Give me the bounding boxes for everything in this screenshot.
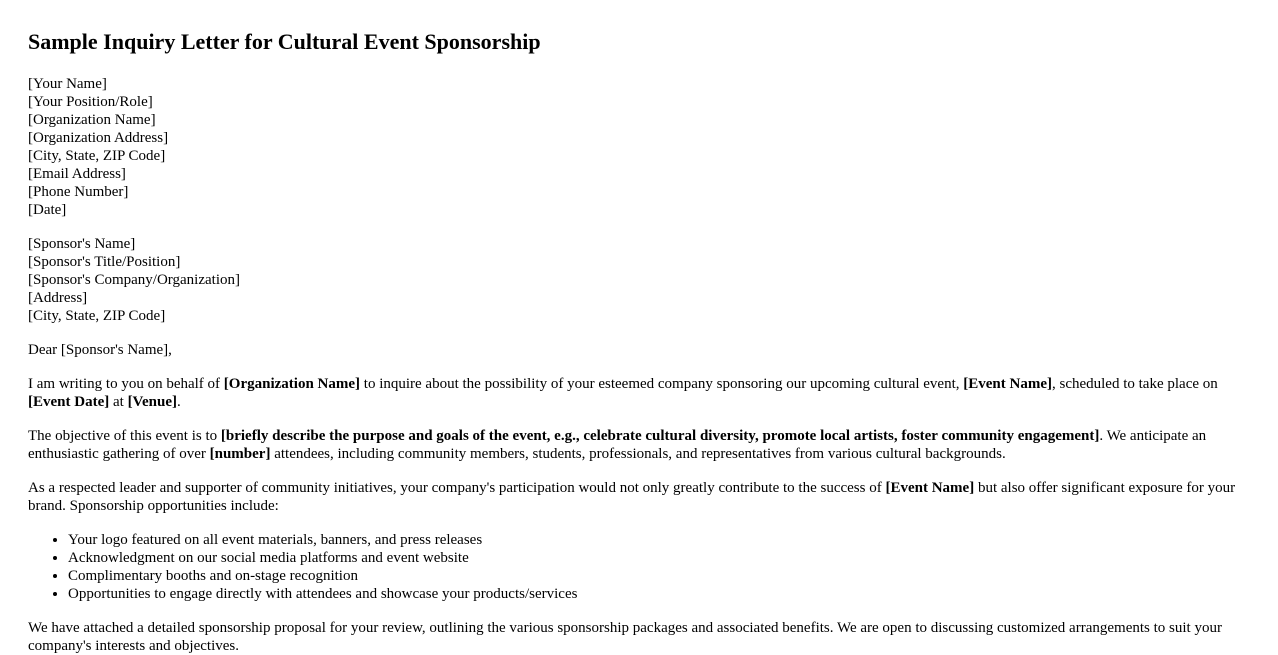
salutation: Dear [Sponsor's Name], [28,342,172,358]
paragraph-intro-text-4: at [109,394,128,410]
paragraph-sponsorship-text-2: but also offer significant exposure for your brand. Sponsorship opportunities include: [28,480,1236,514]
recipient-name: [Sponsor's Name] [28,236,136,252]
list-item: • Complimentary booths and on-stage recognition [68,567,1250,585]
recipient-address: [Address] [28,290,88,306]
recipient-company: [Sponsor's Company/Organization] [28,272,240,288]
sender-position: [Your Position/Role] [28,94,153,110]
letter-document [28,28,1250,655]
paragraph-sponsorship [28,479,1250,515]
placeholder-number: [number] [209,446,271,462]
paragraph-intro [28,375,1250,411]
sender-city-state-zip: [City, State, ZIP Code] [28,148,166,164]
paragraph-objective-text-3: attendees, including community members, students, professionals, and representatives from various cultural backgrounds. [270,446,1006,462]
placeholder-event-date: [Event Date] [28,394,110,410]
placeholder-event-purpose: [briefly describe the purpose and goals of the event, e.g., celebrate cultural diversity, promote local artists, foster community engagement] [220,428,1100,444]
recipient-city-state-zip: [City, State, ZIP Code] [28,308,166,324]
placeholder-event-name: [Event Name] [885,480,975,496]
paragraph-intro-text-3: , scheduled to take place on [1051,376,1218,392]
paragraph-objective-text-1: The objective of this event is to [28,428,221,444]
placeholder-event-name: [Event Name] [963,376,1052,392]
paragraph-intro-text-1: I am writing to you on behalf of [28,376,224,392]
sender-email: [Email Address] [28,166,126,182]
sponsorship-opportunities-list [28,531,1250,603]
sender-organization-address: [Organization Address] [28,130,169,146]
recipient-address-block [28,235,1250,325]
sender-date: [Date] [28,202,67,218]
paragraph-objective-text-2: . We anticipate an enthusiastic gathering of over [28,428,1207,462]
paragraph-sponsorship-text-1: As a respected leader and supporter of community initiatives, your company's participation would not only greatly contribute to the success of [28,480,886,496]
sender-organization: [Organization Name] [28,112,156,128]
list-item: • Opportunities to engage directly with attendees and showcase your products/services [68,585,1250,603]
sender-address-block [28,75,1250,219]
sender-name: [Your Name] [28,76,107,92]
list-item: • Your logo featured on all event materials, banners, and press releases [68,531,1250,549]
recipient-title: [Sponsor's Title/Position] [28,254,181,270]
paragraph-intro-text-2: to inquire about the possibility of your esteemed company sponsoring our upcoming cultural event, [360,376,964,392]
page-title: Sample Inquiry Letter for Cultural Event Sponsorship [28,29,541,54]
paragraph-objective [28,427,1250,463]
list-item: • Acknowledgment on our social media platforms and event website [68,549,1250,567]
placeholder-organization-name: [Organization Name] [223,376,361,392]
paragraph-proposal: We have attached a detailed sponsorship proposal for your review, outlining the various sponsorship packages and associated benefits. We are open to discussing customized arrangements to suit your company's interests and objectives. [28,620,1222,654]
paragraph-intro-text-5: . [177,394,181,410]
placeholder-venue: [Venue] [127,394,178,410]
sender-phone: [Phone Number] [28,184,129,200]
